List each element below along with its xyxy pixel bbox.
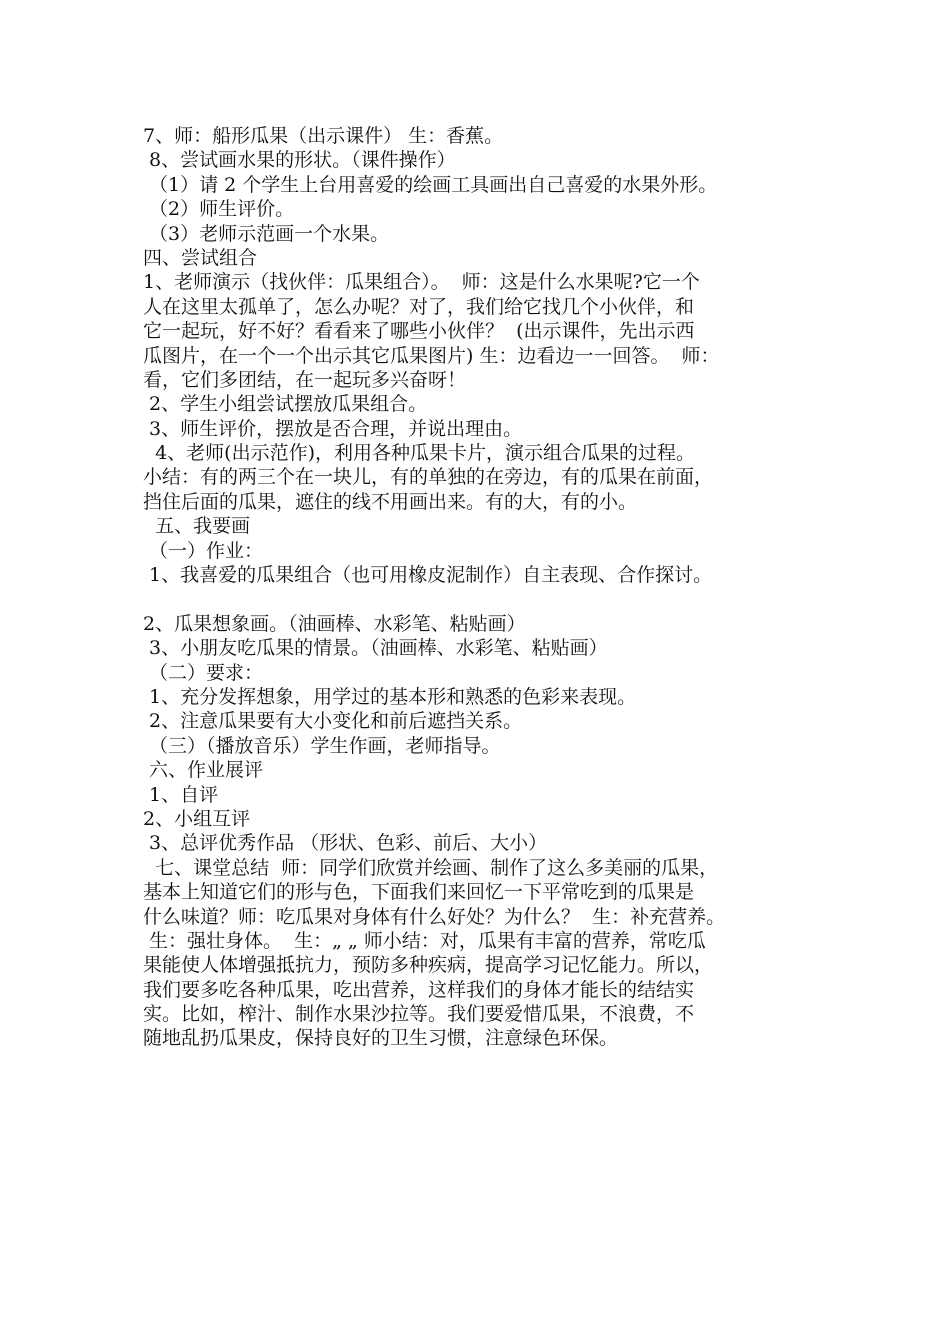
text-line: 1、我喜爱的瓜果组合（也可用橡皮泥制作）自主表现、合作探讨。 bbox=[143, 564, 713, 587]
text-line: 瓜图片，在一个一个出示其它瓜果图片) 生：边看边一一回答。 师： bbox=[143, 344, 720, 367]
text-line: 1、自评 bbox=[143, 783, 219, 806]
blank-line bbox=[143, 587, 833, 611]
text-line: 8、尝试画水果的形状。（课件操作） bbox=[143, 149, 456, 172]
text-line: 基本上知道它们的形与色，下面我们来回忆一下平常吃到的瓜果是 bbox=[143, 881, 695, 904]
text-line: 挡住后面的瓜果，遮住的线不用画出来。有的大，有的小。 bbox=[143, 490, 638, 513]
section-heading: 七、课堂总结 师：同学们欣赏并绘画、制作了这么多美丽的瓜果， bbox=[143, 856, 719, 879]
text-line: 果能使人体增强抵抗力，预防多种疾病，提高学习记忆能力。所以， bbox=[143, 954, 714, 977]
section-heading: 五、我要画 bbox=[143, 515, 251, 538]
text-line: 3、小朋友吃瓜果的情景。（油画棒、水彩笔、粘贴画） bbox=[143, 637, 608, 660]
text-line: 3、总评优秀作品 （形状、色彩、前后、大小） bbox=[143, 832, 548, 855]
text-line: 2、瓜果想象画。（油画棒、水彩笔、粘贴画） bbox=[143, 612, 526, 635]
text-line: 2、注意瓜果要有大小变化和前后遮挡关系。 bbox=[143, 710, 523, 733]
text-line: （二）要求： bbox=[143, 661, 264, 684]
text-line: （3）老师示范画一个水果。 bbox=[143, 222, 390, 245]
text-line: 看，它们多团结，在一起玩多兴奋呀！ bbox=[143, 368, 467, 391]
text-line: （1）请 2 个学生上台用喜爱的绘画工具画出自己喜爱的水果外形。 bbox=[143, 173, 718, 196]
text-line: 2、小组互评 bbox=[143, 807, 251, 830]
text-line: 它一起玩，好不好？看看来了哪些小伙伴？ (出示课件，先出示西 bbox=[143, 320, 695, 343]
text-line: 随地乱扔瓜果皮，保持良好的卫生习惯，注意绿色环保。 bbox=[143, 1027, 619, 1050]
text-line: 什么味道？师：吃瓜果对身体有什么好处？为什么？ 生：补充营养。 bbox=[143, 905, 726, 928]
text-line: 1、充分发挥想象，用学过的基本形和熟悉的色彩来表现。 bbox=[143, 685, 637, 708]
section-heading: 六、作业展评 bbox=[143, 759, 264, 782]
section-heading: 四、尝试组合 bbox=[143, 246, 258, 269]
text-line: （三）（播放音乐）学生作画，老师指导。 bbox=[143, 734, 501, 757]
text-line: 实。比如，榨汁、制作水果沙拉等。我们要爱惜瓜果，不浪费，不 bbox=[143, 1003, 695, 1026]
text-line: （一）作业： bbox=[143, 539, 264, 562]
text-line: 7、师：船形瓜果（出示课件） 生：香蕉。 bbox=[143, 125, 504, 147]
text-line: 1、老师演示（找伙伴：瓜果组合）。 师：这是什么水果呢?它一个 bbox=[143, 271, 700, 294]
document-body bbox=[143, 124, 833, 1051]
text-line: 小结：有的两三个在一块儿，有的单独的在旁边，有的瓜果在前面， bbox=[143, 466, 714, 489]
text-line: 4、老师(出示范作)，利用各种瓜果卡片，演示组合瓜果的过程。 bbox=[143, 442, 695, 465]
text-line: 2、学生小组尝试摆放瓜果组合。 bbox=[143, 393, 428, 416]
text-line: 我们要多吃各种瓜果，吃出营养，这样我们的身体才能长的结结实 bbox=[143, 978, 695, 1001]
text-line: 生：强壮身体。 生：„ „ 师小结：对，瓜果有丰富的营养，常吃瓜 bbox=[143, 929, 706, 952]
text-line: 3、师生评价，摆放是否合理，并说出理由。 bbox=[143, 417, 523, 440]
text-line: 人在这里太孤单了，怎么办呢？对了，我们给它找几个小伙伴，和 bbox=[143, 295, 695, 318]
text-line: （2）师生评价。 bbox=[143, 198, 295, 221]
